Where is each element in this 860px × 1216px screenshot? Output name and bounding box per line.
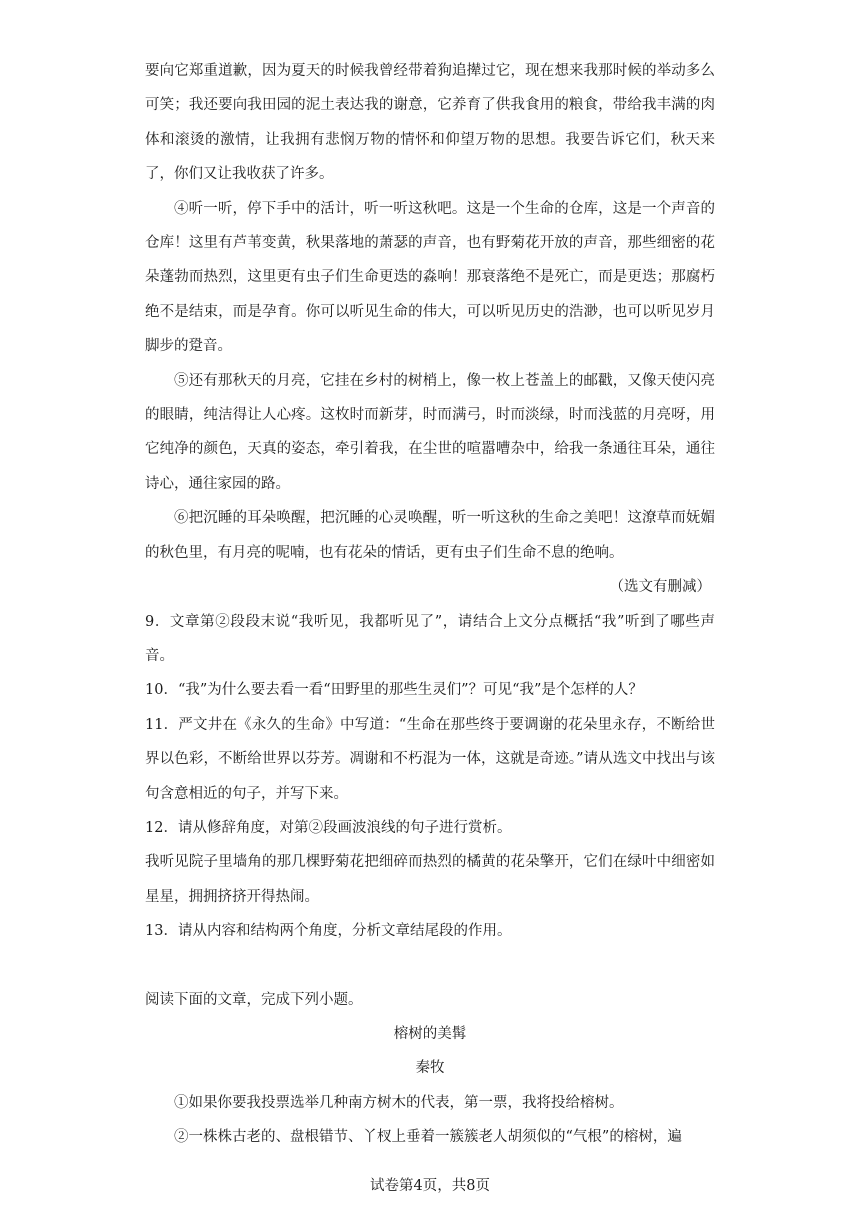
question-9: 9．文章第②段段末说“我听见，我都听见了”，请结合上文分点概括“我”听到了哪些声音。	[145, 613, 715, 664]
question-10: 10．“我”为什么要去看一看“田野里的那些生灵们”？可见“我”是个怎样的人？	[145, 682, 643, 699]
passage-paragraph-6: ⑥把沉睡的耳朵唤醒，把沉睡的心灵唤醒，听一听这秋的生命之美吧！这潦草而妩媚的秋色里，有月亮的呢喃，也有花朵的情话，更有虫子们生命不息的绝响。	[145, 510, 715, 561]
question-11: 11．严文井在《永久的生命》中写道：“生命在那些终于要调谢的花朵里永存，不断给世界以色彩，不断给世界以芬芳。凋谢和不朽混为一体，这就是奇迹。”请从选文中找出与该句含意相近的句子，并写下来。	[145, 716, 715, 802]
article-paragraph-1: ①如果你要我投票选举几种南方树木的代表，第一票，我将投给榕树。	[174, 1094, 624, 1111]
article-author: 秦牧	[415, 1060, 445, 1077]
question-13: 13．请从内容和结构两个角度，分析文章结尾段的作用。	[145, 923, 512, 940]
article-title: 榕树的美髯	[393, 1025, 467, 1042]
passage-paragraph-3-end: 要向它郑重道歉，因为夏天的时候我曾经带着狗追撵过它，现在想来我那时候的举动多么可笑；我还要向我田园的泥土表达我的谢意，它养育了供我食用的粮食，带给我丰满的肉体和滚烫的激情，让我拥有悲悯万物的情怀和仰望万物的思想。我要告诉它们，秋天来了，你们又让我收获了许多。	[145, 63, 715, 183]
source-note: （选文有删减）	[609, 579, 711, 596]
question-12-quoted-sentence: 我听见院子里墙角的那几棵野菊花把细碎而热烈的橘黄的花朵擎开，它们在绿叶中细密如星星，拥拥挤挤开得热闹。	[145, 854, 715, 905]
page-footer: 试卷第4页，共8页	[370, 1178, 490, 1194]
reading-instruction: 阅读下面的文章，完成下列小题。	[145, 991, 363, 1008]
article-paragraph-2: ②一株株古老的、盘根错节、丫杈上垂着一簇簇老人胡须似的“气根”的榕树，遍	[174, 1129, 682, 1146]
passage-paragraph-4: ④听一听，停下手中的活计，听一听这秋吧。这是一个生命的仓库，这是一个声音的仓库！这里有芦苇变黄，秋果落地的萧瑟的声音，也有野菊花开放的声音，那些细密的花朵蓬勃而热烈，这里更有虫子们生命更迭的淼响！那衰落绝不是死亡，而是更迭；那腐朽绝不是结束，而是孕育。你可以听见生命的伟大，可以听见历史的浩渺，也可以听见岁月脚步的跫音。	[145, 200, 715, 355]
page-content	[145, 54, 715, 1155]
passage-paragraph-5: ⑤还有那秋天的月亮，它挂在乡村的树梢上，像一枚上苍盖上的邮戳，又像天使闪亮的眼睛，纯洁得让人心疼。这枚时而新芽，时而满弓，时而淡绿，时而浅蓝的月亮呀，用它纯净的颜色，天真的姿态，牵引着我，在尘世的喧嚣嘈杂中，给我一条通往耳朵，通往诗心，通往家园的路。	[145, 372, 715, 492]
question-12: 12．请从修辞角度，对第②段画波浪线的句子进行赏析。	[145, 819, 512, 836]
section-gap	[145, 949, 715, 983]
